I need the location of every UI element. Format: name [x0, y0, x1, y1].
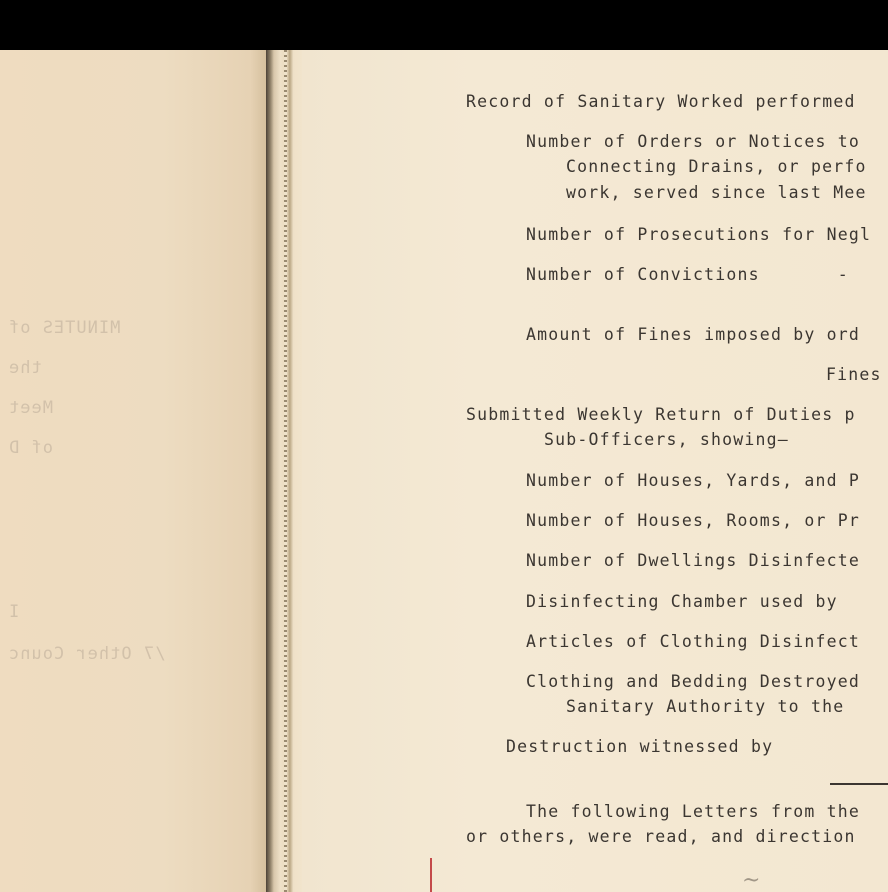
text-line: Articles of Clothing Disinfect	[526, 632, 861, 651]
text-line: Number of Convictions -	[526, 265, 849, 284]
left-page	[0, 50, 272, 892]
section-heading: Submitted Weekly Return of Duties p	[466, 405, 856, 424]
bleed-through-text: the	[8, 358, 42, 378]
text-line: Number of Prosecutions for Negl	[526, 225, 872, 244]
text-line: Amount of Fines imposed by ord	[526, 325, 861, 344]
red-margin-mark	[430, 858, 432, 892]
right-page	[302, 50, 888, 892]
text-line: Disinfecting Chamber used by	[526, 592, 838, 611]
bleed-through-text: Meet	[8, 398, 53, 418]
text-line: Sanitary Authority to the	[566, 697, 845, 716]
text-line: Number of Dwellings Disinfecte	[526, 551, 861, 570]
text-line: Number of Houses, Yards, and P	[526, 471, 861, 490]
text-line: Clothing and Bedding Destroyed	[526, 672, 861, 691]
divider-rule	[830, 783, 888, 785]
perforated-page-edge	[284, 50, 287, 892]
text-line: Destruction witnessed by	[506, 737, 774, 756]
bleed-through-text: MINUTES of	[8, 318, 121, 338]
text-line: Number of Houses, Rooms, or Pr	[526, 511, 861, 530]
text-line: work, served since last Mee	[566, 183, 867, 202]
bleed-through-text: of D	[8, 438, 53, 458]
scanner-black-border	[0, 0, 888, 50]
text-line: Fines	[826, 365, 882, 384]
text-line: Sub-Officers, showing—	[544, 430, 789, 449]
handwriting-mark: ~	[742, 868, 761, 892]
text-line: Number of Orders or Notices to	[526, 132, 861, 151]
text-line: The following Letters from the	[526, 802, 861, 821]
text-line: or others, were read, and direction	[466, 827, 856, 846]
text-line: Connecting Drains, or perfo	[566, 157, 867, 176]
bleed-through-text: I	[8, 602, 20, 622]
record-heading: Record of Sanitary Worked performed	[466, 92, 856, 111]
bleed-through-text: /7 Other Counc	[8, 644, 166, 664]
